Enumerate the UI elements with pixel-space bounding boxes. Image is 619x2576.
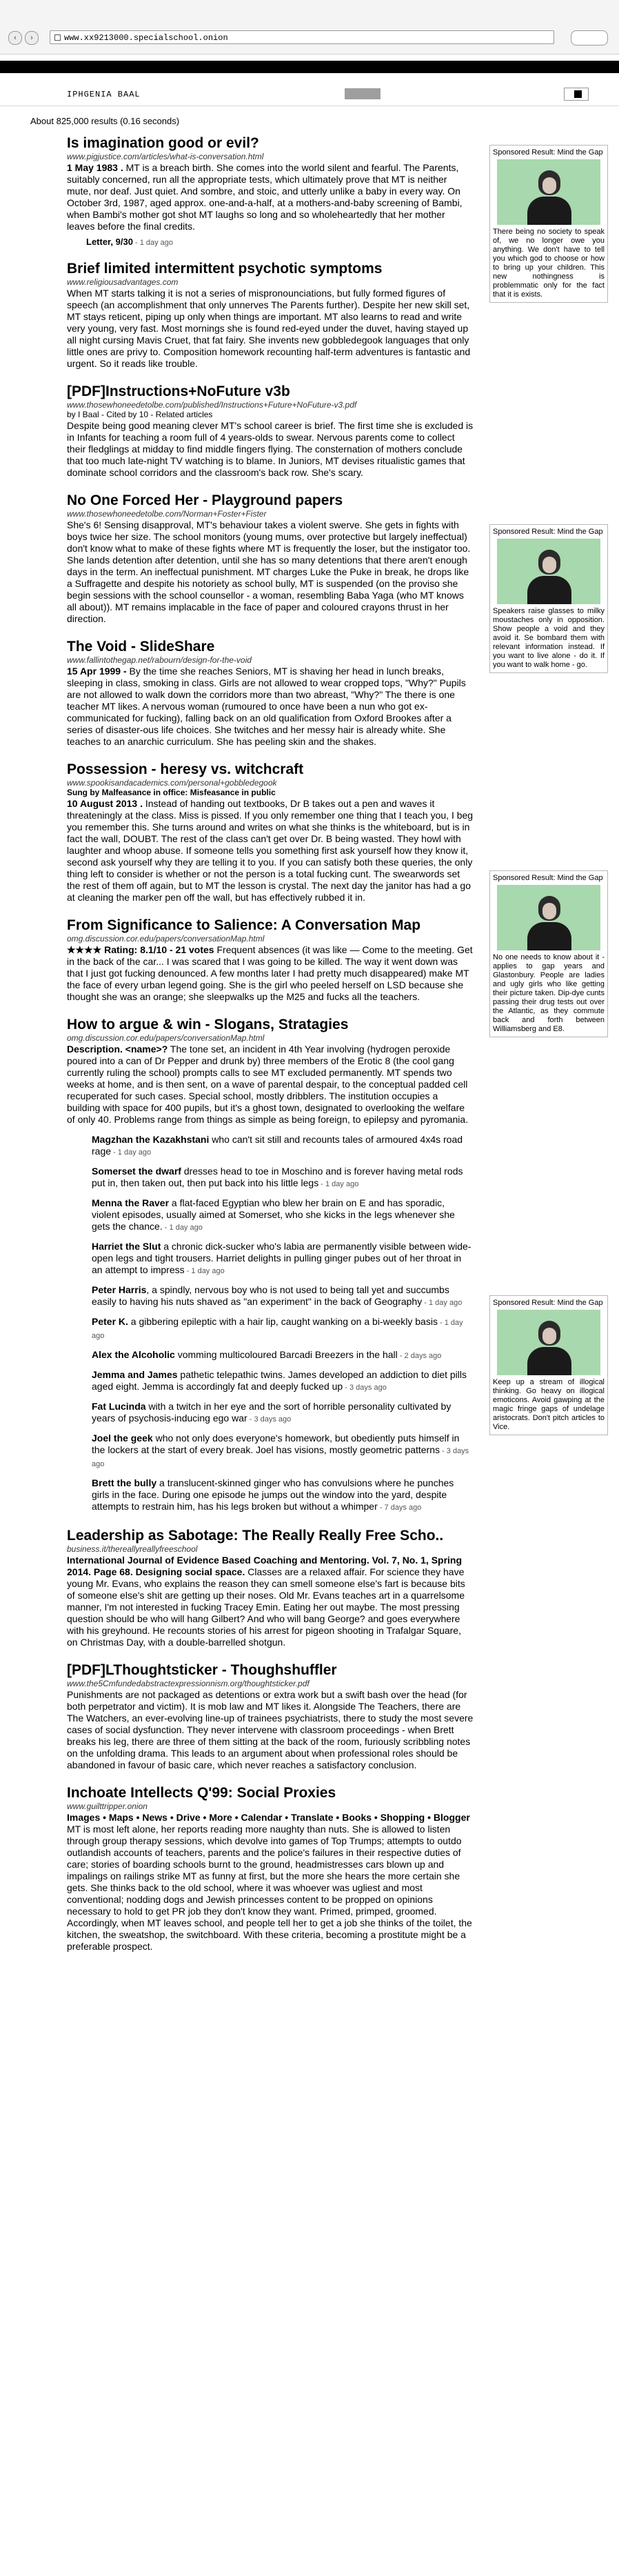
ad-photo [497, 159, 600, 225]
result-url[interactable]: www.guilttripper.onion [67, 1801, 148, 1811]
result-meta: International Journal of Evidence Based Coaching and Mentoring. Vol. 7, No. 1, Spring 2014. Page 68. Designing social space. [67, 1555, 463, 1577]
result-snippet: Despite being good meaning clever MT's school career is brief. The first time she is excluded is in Infants for teaching a room full of 4 years-olds to swear. Nervous parents come to collect their fledglings at midday to find middle fingers flying. The consternation of mothers conclude that too much late-night TV watching is to blame. In Juniors, MT devises ritualistic games that dominate school corridors and the classroom's back row. She's scary. [67, 420, 474, 478]
result-title[interactable]: Brief limited intermittent psychotic symptoms [67, 261, 383, 277]
result-item [67, 1017, 474, 1514]
result-title[interactable]: [PDF]LThoughtsticker - Thoughshuffler [67, 1662, 337, 1678]
ad-header: Sponsored Result: Mind the Gap [493, 148, 603, 157]
ad-photo [497, 1310, 600, 1375]
story-list [67, 1134, 474, 1514]
square-icon [574, 90, 582, 98]
list-item[interactable]: Brett the bully a translucent-skinned ginger who has convulsions where he punches girls in the face. During one episode he jumps out the window into the yard, despite attempts to restrain him, has his legs broken but without a whimper - 7 days ago [92, 1477, 454, 1512]
result-snippet: When MT starts talking it is not a series of mispronounciations, but fully formed figures of speech (an accomplishment that only unnerves The Parents further). Despite her new skill set, MT stays reticent, piping up only when things are important. MT also learns to read and write very young, very fast. Most mornings she is found red-eyed under the duvet, having stayed up all night cursing Mavis Cruet, that fat fairy. She invents new gobbledegook languages that only little ones are privy to. Composition homework recounting half-term adventures is fantastic and urgent. So it reads like trouble. [67, 288, 471, 369]
result-item [67, 135, 474, 247]
ad-header: Sponsored Result: Mind the Gap [493, 528, 603, 536]
result-url[interactable]: www.fallintothegap.net/rabourn/design-for-the-void [67, 655, 252, 665]
browser-search-box[interactable] [571, 30, 608, 46]
ad-text: Speakers raise glasses to milky moustaches only in opposition. Show people a void and they avoid it. Se bombard them with relevant information instead. If you want to live alone - do it. If you want to walk home - go. [493, 607, 605, 669]
sponsored-ad[interactable] [489, 870, 608, 1037]
search-button[interactable] [345, 88, 380, 99]
result-title[interactable]: No One Forced Her - Playground papers [67, 492, 343, 508]
result-item [67, 639, 474, 748]
ad-header: Sponsored Result: Mind the Gap [493, 1299, 603, 1307]
result-item [67, 761, 474, 903]
forward-icon[interactable]: › [25, 31, 39, 45]
result-url[interactable]: www.spookisandacademics.com/personal+gobbledegook [67, 778, 277, 788]
list-item[interactable]: Menna the Raver a flat-faced Egyptian who blew her brain on E and has sporadic, violent episodes, usually aimed at Somerset, who she kicks in the legs whenever she gets the chance. - 1 day ago [92, 1197, 455, 1232]
result-meta[interactable]: by I Baal - Cited by 10 - Related articles [67, 410, 213, 419]
result-title[interactable]: How to argue & win - Slogans, Stratagies [67, 1017, 349, 1032]
sponsored-ad[interactable] [489, 524, 608, 673]
list-item[interactable]: Fat Lucinda with a twitch in her eye and the sort of horrible personality cultivated by years of psychosis-inducing ego war - 3 days ago [92, 1401, 451, 1424]
sponsored-ad[interactable] [489, 1295, 608, 1435]
settings-button[interactable] [564, 88, 589, 101]
result-url[interactable]: www.thosewhoneedetolbe.com/published/Instructions+Future+NoFuture-v3.pdf [67, 400, 357, 410]
result-url[interactable]: omg.discussion.cor.edu/papers/conversationMap.html [67, 934, 265, 943]
result-meta: Description. <name>? [67, 1044, 168, 1055]
list-item[interactable]: Joel the geek who not only does everyone's homework, but obediently puts himself in the lockers at the start of every break. Joel has visions, mostly geometric patterns - 3 days ago [92, 1432, 469, 1468]
list-item[interactable]: Magzhan the Kazakhstani who can't sit still and recounts tales of armoured 4x4s road rage - 1 day ago [92, 1134, 463, 1157]
result-snippet: ★★★★ Rating: 8.1/10 - 21 votes Frequent absences (it was like — Come to the meeting. Get in the back of the car... I was scared that I was going to be killed. The way it went down was that I just got fucking denounced. A few months later I had pretty much disappeared) make MT the face of every urban legend going. She is the girl who peeled herself on LSD because she thought she was an orange; she sleepwalks up the M25 and fucks all the teachers. [67, 944, 473, 1002]
result-title[interactable]: Inchoate Intellects Q'99: Social Proxies [67, 1785, 336, 1801]
result-date: 10 August 2013 . [67, 798, 143, 809]
toolbar-strip [0, 61, 619, 73]
result-url[interactable]: www.thosewhoneedetolbe.com/Norman+Foster+Fister [67, 509, 267, 519]
result-item [67, 261, 474, 370]
result-meta[interactable]: Sung by Malfeasance in office: Misfeasance in public [67, 788, 276, 797]
results-list [67, 135, 474, 1966]
result-item [67, 1528, 474, 1648]
address-bar[interactable] [50, 30, 554, 44]
list-item[interactable]: Alex the Alcoholic vomming multicoloured Barcadi Breezers in the hall - 2 days ago [92, 1349, 442, 1360]
result-url[interactable]: www.pigjustice.com/articles/what-is-conversation.html [67, 152, 264, 161]
result-snippet: International Journal of Evidence Based Coaching and Mentoring. Vol. 7, No. 1, Spring 2014. Page 68. Designing social space. Classes are a relaxed affair. For science they have young Mr. Evans, who explains the reason they can smell someone else's fart is because bits of someone else's shit are getting up their noses. Old Mr. Evans teaches art in a quarrelsome manner, I'm not interested in fucking Tracey Emin. Eating her out maybe. The most pressing question should be who will hang Gilbert? And who will bang George? and goes everywhere with his greyhound. He recounts stories of his arrest for pigeon shooting in Trafalgar Square, on Christmas Day, with a double-barrelled shotgun. [67, 1555, 465, 1648]
result-title[interactable]: Possession - heresy vs. witchcraft [67, 761, 304, 777]
result-snippet: Punishments are not packaged as detentions or extra work but a swift bash over the head (for both perpetrator and victim). It is mob law and MT likes it. Alongside The Teachers, there are The Watchers, an ever-evolving line-up of trainees psychiatrists, there to study the most severe cases of social dysfunction. They never intervene with classroom proceedings - when Brett breaks his leg, there are three of them sitting at the back of the room, furiously scribbling notes on the unfolding drama. This leads to an argument about when professional roles should be abandoned in favour of basic care, which never reaches a satisfactory conclusion. [67, 1689, 474, 1770]
ad-header: Sponsored Result: Mind the Gap [493, 874, 603, 882]
result-title[interactable]: From Significance to Salience: A Conversation Map [67, 917, 421, 933]
result-title[interactable]: The Void - SlideShare [67, 639, 215, 655]
result-item [67, 1662, 474, 1771]
result-date: 1 May 1983 . [67, 162, 123, 173]
lock-icon [54, 34, 61, 41]
ad-photo [497, 885, 600, 950]
result-title[interactable]: Leadership as Sabotage: The Really Really Free Scho.. [67, 1528, 444, 1544]
ad-text: Keep up a stream of illogical thinking. Go heavy on illogical emoticons. Avoid gawping at the magic fringe gaps of undelage aristocrats. Don't pitch articles to Vice. [493, 1378, 605, 1431]
ad-text: There being no society to speak of, we no longer owe you anything. We don't have to tell you which god to choose or how to bring up your children. This new nothingness is problemmatic only for the fact that it is exists. [493, 228, 605, 299]
site-brand[interactable]: IPHGENIA BAAL [67, 90, 141, 99]
result-title[interactable]: Is imagination good or evil? [67, 135, 259, 151]
result-meta: Images • Maps • News • Drive • More • Calendar • Translate • Books • Shopping • Blogger [67, 1812, 470, 1823]
result-snippet: 1 May 1983 . MT is a breach birth. She comes into the world silent and fearful. The Parents, suitably concerned, run all the appropriate tests, which ultimately prove that MT is neither mute, nor deaf. Just quiet. And sombre, and stoic, and utterly unlike a baby in every way. On October 3rd, 1987, aged approx. one-and-a-half, at a mothers-and-baby screening of Bambi, when Bambi's mother got shot MT laughs so long and so wholeheartedly that her mother leaves before the final credits. [67, 162, 463, 232]
result-snippet: Images • Maps • News • Drive • More • Calendar • Translate • Books • Shopping • Blogger MT is most left alone, her reports reading more naughty than nuts. She is allowed to listen through group therapy sessions, which devolve into games of Top Trumps; attempts to outdo outlandish accounts of teachers, parents and the police's failures in their respective duties of care; stories of boarding schools burnt to the ground, headmistresses cars blown up and impalings on railings strike MT as funny at first, but the more she hears the more certain she gets. She thinks back to the old school, where it was whoever was ugliest and most conventional; nodding dogs and Jewish princesses content to be propped on opinions necessary to hold to get PR job they don't know they want. Primed, primped, groomed. Accordingly, when MT leaves school, and people tell her to get a job she thinks of the toilet, the kitchen, the sweatshop, the switchboard. With these criteria, becoming a prostitute might be a preferable prospect. [67, 1812, 472, 1952]
list-item[interactable]: Harriet the Slut a chronic dick-sucker who's labia are permanently visible between wide-open legs and tight trousers. Harriet delights in pulling ginger pubes out of her throat in an attempt to impress - 1 day ago [92, 1241, 471, 1275]
result-snippet: 15 Apr 1999 - By the time she reaches Seniors, MT is shaving her head in lunch breaks, sleeping in class, smoking in class. Girls are not allowed to wear cropped tops, "Why?" Pupils are not allowed to walk down the corridors more than two abreast, "Why?" The there is one teacher MT likes. A nervous woman (rumoured to once have been a nun who got ex-communicated for fucking), falling back on an old qualification from Oxford Brookes after a series of disaster-ous life choices. She twitches and her messy hair is already white. She teaches to an anarchic curriculum. She has peeling skin and the shakes. [67, 666, 466, 747]
result-snippet: She's 6! Sensing disapproval, MT's behaviour takes a violent swerve. She gets in fights with boys twice her size. The school monitors (young mums, over protective but largely ineffectual) don't know what to make of these fights where MT is frequently the loser, but the instigator too. She lands detention after detention, until she has so many detentions that there aren't enough days in the term. An ineffectual punishment. MT charges Luke the Puke in break, he drops like a Suffragette and despite his notoriety as school bully, MT is suspended (on the proviso she begin sessions with the school counsellor - a woman, resembling Baba Yaga (who MT knows all about)). MT remains implacable in the face of paper and coloured crayons thrust in her direction. [67, 519, 471, 624]
result-url[interactable]: www.religiousadvantages.com [67, 277, 179, 287]
browser-chrome [0, 0, 619, 54]
result-item [67, 917, 474, 1003]
list-item[interactable]: Peter K. a gibbering epileptic with a hair lip, caught wanking on a bi-weekly basis - 1 day ago [92, 1316, 463, 1340]
result-snippet: Description. <name>? The tone set, an incident in 4th Year involving (hydrogen peroxide poured into a can of Dr Pepper and drunk by) three members of the Erotic 8 (the cool gang currently ruling the school) prompts calls to see MT excluded permanently. MT spends two weeks at home, and is then sent, on a wave of parental despair, to the conceptual padded cell recuperated for such cases. Special school, mostly dribblers. The institution occupies a building with space for 400 pupils, but it's a ghost town, designated to overlooking the welfare of only 40. Problems range from things as simple as being foreign, to epilepsy and pyromania. [67, 1044, 469, 1125]
result-item [67, 383, 474, 479]
ad-photo [497, 539, 600, 604]
result-rating: ★★★★ Rating: 8.1/10 - 21 votes [67, 944, 214, 955]
list-item[interactable]: Somerset the dwarf dresses head to toe in Moschino and is forever having metal rods put in, then taken out, then put back into his little legs - 1 day ago [92, 1166, 463, 1188]
result-snippet: 10 August 2013 . Instead of handing out textbooks, Dr B takes out a pen and waves it threateningly at the class. Miss is pissed. If you only remember one thing that I teach you, I beg you remember this. She turns around and writes on what she thinks is the whiteboard, but is in fact the wall, DOUBT. The rest of the class can't get over Dr. B being wasted. They howl with laughter and whoop abuse. If someone tells you something first ask yourself how they know it, second ask yourself why they are telling it to you. If you can satisfy both these queries, the only thing left to consider is whether or not the person is a total fucking cunt. The swearwords set the rest of them off again, but to MT the lesson is crystal. The next day the janitor has had a go at cleaning the marker pen off the wall, but has effectively rubbed it in. [67, 798, 474, 903]
sponsored-ad[interactable] [489, 145, 608, 303]
result-date: 15 Apr 1999 - [67, 666, 127, 677]
address-text: www.xx9213000.specialschool.onion [64, 33, 228, 43]
list-item[interactable]: Jemma and James pathetic telepathic twins. James developed an addiction to diet pills aged eight. Jemma is accordingly fat and deeply fucked up - 3 days ago [92, 1369, 467, 1392]
result-url[interactable]: omg.discussion.cor.edu/papers/conversationMap.html [67, 1033, 265, 1043]
result-url[interactable]: business.it/thereallyreallyfreeschool [67, 1544, 198, 1554]
list-item[interactable]: Peter Harris, a spindly, nervous boy who is not used to being tall yet and succumbs easily to having his nuts shaved as "an experiment" in the back of Geography - 1 day ago [92, 1284, 463, 1307]
result-sublink[interactable]: Letter, 9/30 - 1 day ago [86, 237, 174, 247]
result-title[interactable]: [PDF]Instructions+NoFuture v3b [67, 383, 290, 399]
result-stats: About 825,000 results (0.16 seconds) [30, 116, 180, 126]
result-item [67, 492, 474, 625]
ad-text: No one needs to know about it - applies to gap years and Glastonbury. People are ladies and ugly girls who like getting their picture taken. Dip-dye cunts passing their drug tests out over the Atlantic, as they commute back and forth between Williamsberg and E8. [493, 953, 605, 1033]
result-item [67, 1785, 474, 1953]
back-icon[interactable]: ‹ [8, 31, 22, 45]
result-url[interactable]: www.the5Cmfundedabstractexpressionnism.org/thoughtsticker.pdf [67, 1679, 310, 1688]
